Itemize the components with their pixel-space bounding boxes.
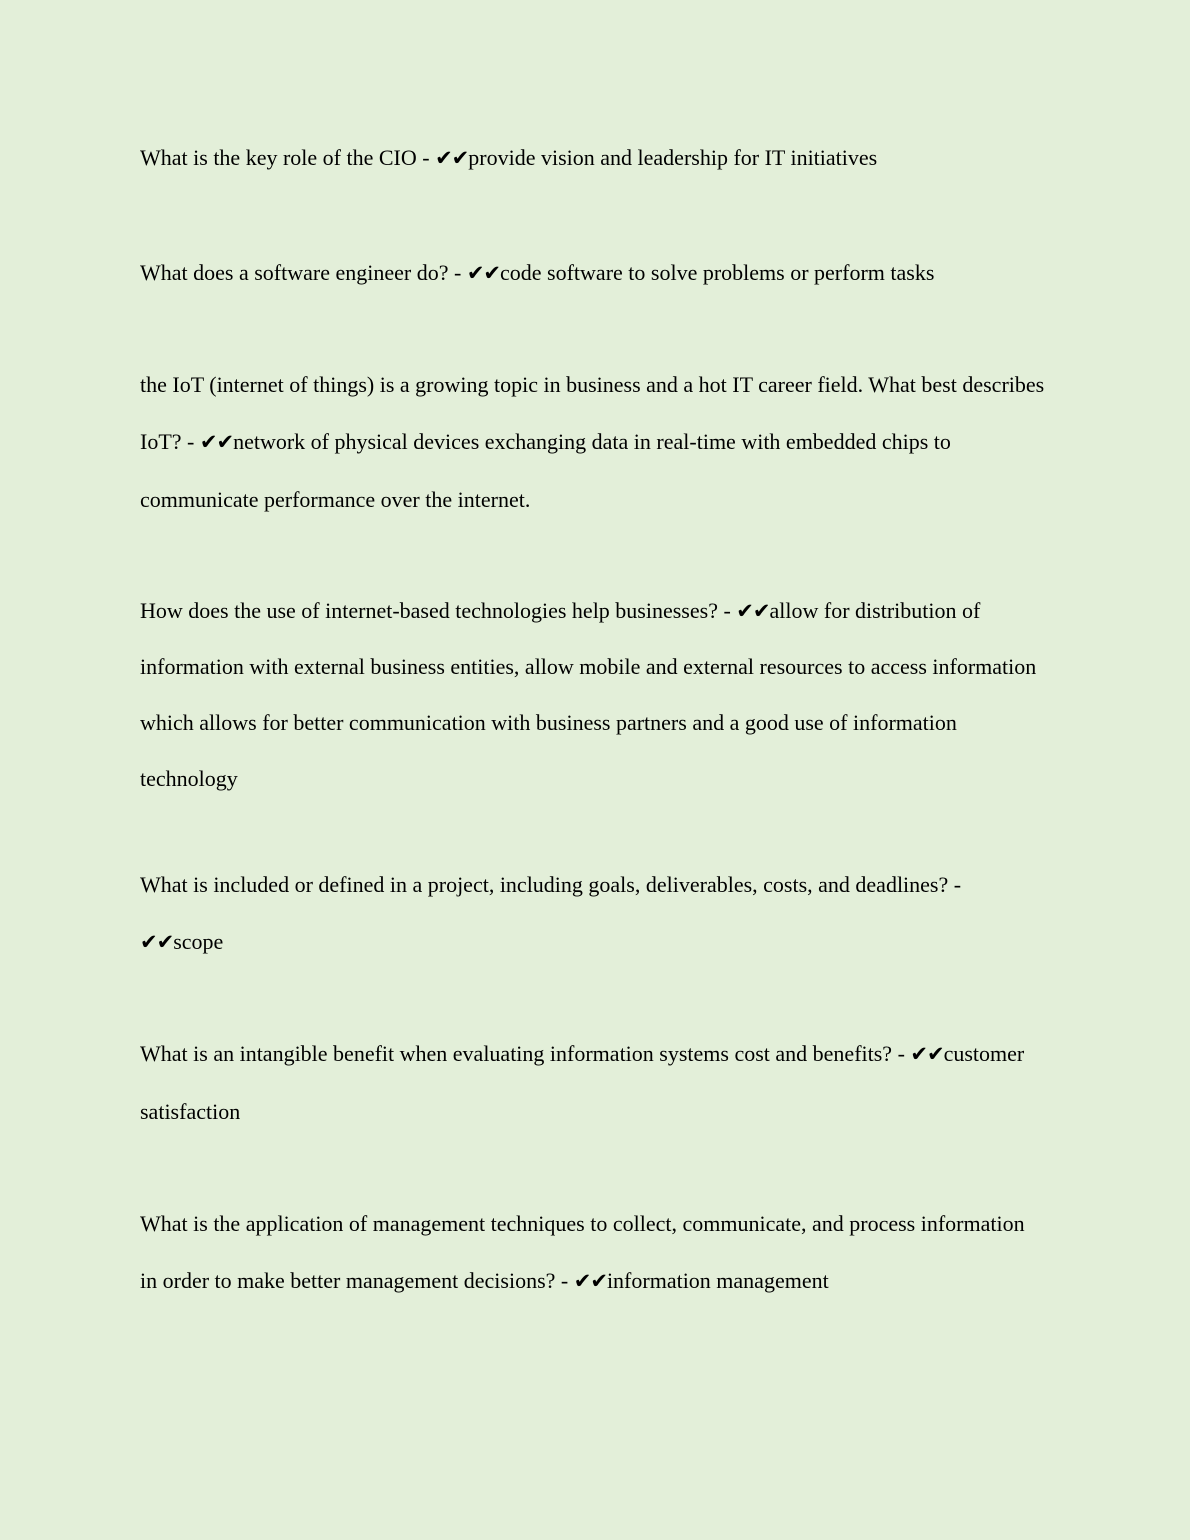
question-text: What is the application of management techniques to collect, communicate, and process information in order to make better management decisions? -	[140, 1211, 1025, 1293]
double-check-icon: ✔✔	[736, 599, 770, 623]
double-check-icon: ✔✔	[910, 1042, 944, 1066]
answer-text: network of physical devices exchanging data in real-time with embedded chips to communicate performance over the internet.	[140, 429, 951, 512]
double-check-icon: ✔✔	[435, 146, 469, 170]
answer-text: information management	[606, 1268, 829, 1293]
double-check-icon: ✔✔	[466, 261, 501, 285]
double-check-icon: ✔✔	[199, 430, 234, 454]
double-check-icon: ✔✔	[140, 930, 174, 954]
qa-item	[140, 129, 1045, 187]
question-text: What is an intangible benefit when evaluating information systems cost and benefits? -	[140, 1041, 911, 1066]
qa-item	[140, 856, 1045, 971]
question-text: What is included or defined in a project, including goals, deliverables, costs, and deadlines? -	[140, 872, 962, 897]
answer-text: code software to solve problems or perform tasks	[500, 260, 935, 285]
qa-item	[140, 583, 1045, 807]
document-page	[140, 0, 1045, 1540]
question-text: the IoT (internet of things) is a growing topic in business and a hot IT career field. What best describes IoT? -	[140, 372, 1045, 454]
qa-item	[140, 244, 1045, 302]
qa-item	[140, 356, 1045, 528]
answer-text: allow for distribution of information with external business entities, allow mobile and external resources to access information which allows for better communication with business partners and a good use of information technology	[140, 598, 1037, 791]
question-text: What is the key role of the CIO -	[140, 145, 436, 170]
qa-item	[140, 1195, 1045, 1310]
answer-text: provide vision and leadership for IT initiatives	[468, 145, 878, 170]
question-text: How does the use of internet-based technologies help businesses? -	[140, 598, 737, 623]
double-check-icon: ✔✔	[573, 1269, 607, 1293]
answer-text: customer satisfaction	[140, 1041, 1025, 1124]
question-text: What does a software engineer do? -	[140, 260, 467, 285]
answer-text: scope	[173, 929, 224, 954]
qa-item	[140, 1025, 1045, 1140]
